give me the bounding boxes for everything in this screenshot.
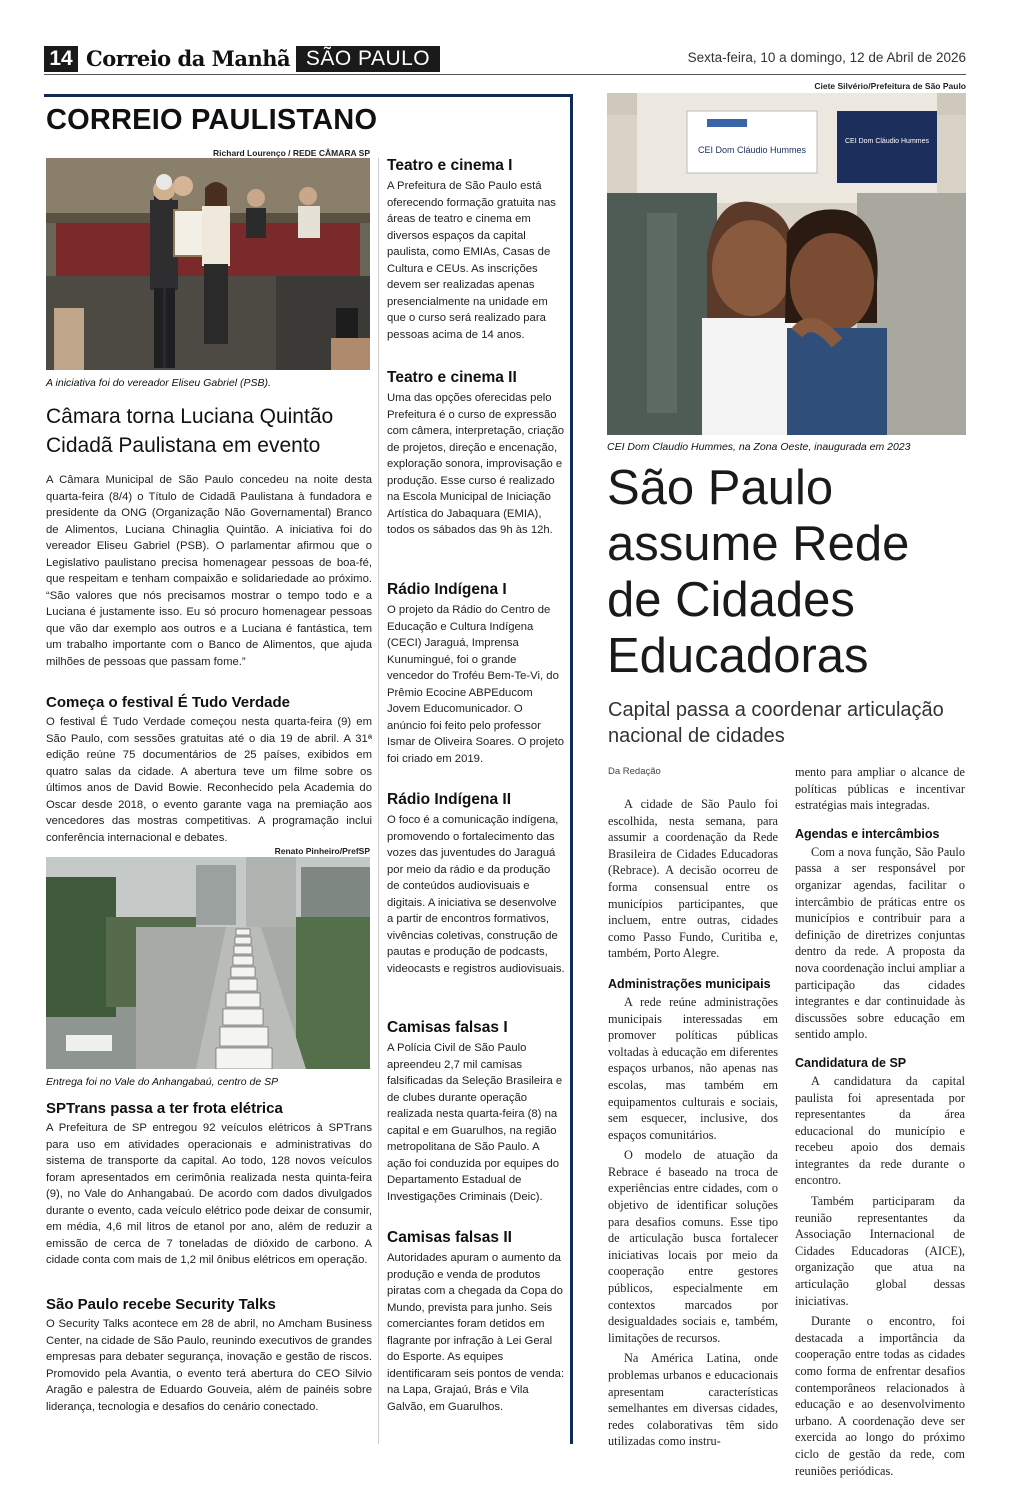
article-subhead: Administrações municipais — [608, 976, 771, 991]
column-rule — [378, 158, 379, 1444]
section-title: CORREIO PAULISTANO — [46, 104, 378, 136]
article-paragraph: Na América Latina, onde problemas urbanos e educacionais apresentam características semelhantes em diversas cidades, redes colaborativas têm sido utilizadas como instru- — [608, 1351, 778, 1449]
ceremony-illustration — [46, 158, 370, 370]
school-photo — [607, 93, 966, 435]
story-body: O Security Talks acontece em 28 de abril, no Amcham Business Center, na cidade de São Paulo, reunindo executivos de grandes empresas para debater segurança, inovação e gestão de riscos. Promovido pela Avantia, o evento terá abertura do CEO Silvio Aragão e palestra de Eduardo Gouveia, além de painéis sobre liderança, tecnologia e desafios do cenário conectado. — [46, 1318, 372, 1413]
brief-headline: Rádio Indígena I — [387, 581, 507, 598]
box-right-rule — [570, 94, 573, 1444]
brief-body: A Prefeitura de São Paulo está oferecendo formação gratuita nas áreas de teatro e cinema em diversos espaços da capital paulista, como EMIAs, Casas de Cultura e CEUs. As inscrições devem ser realizadas apenas presencialmente na unidade em que o curso será realizado para pessoas acima de 14 anos. — [387, 180, 556, 341]
brief-headline: Rádio Indígena II — [387, 791, 512, 808]
brief-headline: Camisas falsas II — [387, 1229, 512, 1246]
article-paragraph: Durante o encontro, foi destacada a importância da cooperação entre todas as cidades como forma de enfrentar desafios contemporâneos relacionados à educação e ao desenvolvimento urbano. A coordenação deve ser exercida ao longo do próximo ciclo de gestão da rede, com reuniões periódicas. — [795, 1314, 965, 1478]
council-ceremony-photo — [46, 158, 370, 370]
byline: Da Redação — [608, 766, 661, 777]
photo-caption: A iniciativa foi do vereador Eliseu Gabriel (PSB). — [46, 377, 271, 389]
article-column-2 — [795, 764, 965, 1483]
brief-headline: Camisas falsas I — [387, 1019, 508, 1036]
article-subhead: Agendas e intercâmbios — [795, 826, 940, 841]
brief-body: O projeto da Rádio do Centro de Educação e Cultura Indígena (CECI) Jaraguá, Imprensa Kunumingué, foi o grande vencedor do Troféu Bem-Te-Vi, do Prêmio Ecocine ABPEducom Jovem Educomunicador. O anúncio foi feito pelo professor Ismar de Oliveira Soares. O projeto foi criado em 2019. — [387, 604, 565, 765]
section-tag: SÃO PAULO — [296, 46, 440, 72]
article-paragraph: A candidatura da capital paulista foi apresentada por representantes da área educacional do município e recebeu apoio dos demais integrantes da rede durante o encontro. — [795, 1073, 965, 1188]
brief-body: A Polícia Civil de São Paulo apreendeu 2,7 mil camisas falsificadas da Seleção Brasileira e de clubes durante operação realizada nesta quarta-feira (8) na capital e em Guarulhos, na região metropolitana de São Paulo. A ação foi conduzida por equipes do Departamento Estadual de Investigações Criminais (Deic). — [387, 1042, 563, 1203]
box-top-rule — [44, 94, 572, 97]
article-paragraph: O modelo de atuação da Rebrace é baseado na troca de experiências entre cidades, com o objetivo de identificar soluções para desafios comuns. Esse tipo de articulação busca fortalecer iniciativas locais por meio da cooperação entre gestores públicos, especialmente em contextos marcados por desigualdades sociais e, também, limitações de recursos. — [608, 1148, 778, 1345]
story-body: A Prefeitura de SP entregou 92 veículos elétricos à SPTrans para uso em atividades operacionais e administrativas do sistema de transporte da capital. Ao todo, 128 novos veículos foram apresentados em cerimônia realizada nesta quinta-feira (9), no Vale do Anhangabaú. De acordo com dados divulgados durante o evento, cada veículo elétrico pode deixar de consumir, em média, 4,6 mil litros de etanol por ano, além de reduzir a emissão de cerca de 7 toneladas de dióxido de carbono. A cidade conta com mais de 1,2 mil ônibus elétricos em operação. — [46, 1122, 372, 1266]
article-column-1 — [608, 796, 778, 1454]
brief-body: Uma das opções oferecidas pelo Prefeitura é o curso de expressão com câmera, interpretação, criação de projetos, direção e encenação, exploração sonora, improvisação e produção. Esse curso é realizado na Escola Municipal de Iniciação Artística do Jabaquara (EMIA), todos os sábados das 9h às 12h. — [387, 392, 565, 536]
photo-credit: Renato Pinheiro/PrefSP — [274, 846, 370, 856]
school-illustration — [607, 93, 966, 435]
story-headline: Câmara torna Luciana Quintão Cidadã Paulistana em evento — [46, 405, 334, 457]
article-paragraph: A rede reúne administrações municipais interessadas em promover políticas públicas voltadas à educação em diferentes espaços urbanos, não apenas nas escolas, mas também em equipamentos culturais e sociais, sem esquecer, inclusive, dos espaços comunitários. — [608, 994, 778, 1142]
story-body: A Câmara Municipal de São Paulo concedeu na noite desta quarta-feira (8/4) o Título de Cidadã Paulistana à fundadora e presidente da ONG (Organização Não Governamental) Branco de Alimentos, Luciana Chinaglia Quintão. A iniciativa foi do vereador Eliseu Gabriel (PSB). O parlamentar afirmou que o Legislativo paulistano precisa homenagear pessoas de boa-fé, que respeitam e tenham compaixão e solidariedade ao próximo. “São valores que nós precisamos mostrar o tempo todo e a Luciana é justamente isso. Eu só procuro homenagear pessoas que vão dar exemplo aos outros e a Luciana é fantástica, tem um trabalho importante com o Banco de Alimentos, que ajuda milhões de pessoas que passam fome.” — [46, 474, 372, 668]
electric-fleet-photo — [46, 857, 370, 1069]
story-headline: São Paulo recebe Security Talks — [46, 1296, 276, 1313]
fleet-illustration — [46, 857, 370, 1069]
photo-credit: Richard Lourenço / REDE CÂMARA SP — [213, 148, 370, 158]
article-paragraph: mento para ampliar o alcance de políticas públicas e incentivar estratégias mais integradas. — [795, 765, 965, 813]
article-paragraph: A cidade de São Paulo foi escolhida, nesta semana, para assumir a coordenação da Rede Brasileira de Cidades Educadoras (Rebrace). A decisão ocorreu de forma consensual entre os municípios participantes, que incluem, entre outras, cidades como Passo Fundo, Curitiba e, também, Porto Alegre. — [608, 797, 778, 961]
page-number: 14 — [44, 46, 78, 72]
story-headline: Começa o festival É Tudo Verdade — [46, 694, 290, 711]
headline-deck: Capital passa a coordenar articulação nacional de cidades — [608, 699, 944, 747]
brief-body: Autoridades apuram o aumento da produção e venda de produtos piratas com a chegada da Copa do Mundo, prevista para junho. Seis comerciantes foram detidos em flagrante por infração à Lei Geral do Esporte. As equipes identificaram seis pontos de venda: na Lapa, Grajaú, Brás e Vila Galvão, em Guarulhos. — [387, 1252, 565, 1413]
story-headline: SPTrans passa a ter frota elétrica — [46, 1100, 283, 1117]
article-subhead: Candidatura de SP — [795, 1055, 907, 1070]
article-paragraph: Também participaram da reunião representantes da Associação Internacional de Cidades Educadoras (AICE), organização que atua na articulação global dessas iniciativas. — [795, 1194, 965, 1308]
main-headline: São Paulo assume Rede de Cidades Educadoras — [607, 461, 910, 683]
story-body: O festival É Tudo Verdade começou nesta quarta-feira (9) em São Paulo, com sessões gratuitas até o dia 19 de abril. A 31ª edição reúne 75 documentários de 25 países, exibidos em quatro salas da cidade. A abertura teve um filme sobre os últimos anos de David Bowie. Reconhecido pela Academia do Oscar desde 2018, o evento garante vaga na premiação aos vencedores das mostras competitivas. A programação inclui conferência internacional e debates. — [46, 716, 372, 844]
article-paragraph: Com a nova função, São Paulo passa a ser responsável por organizar agendas, facilitar o intercâmbio de práticas entre os municípios e contribuir para a definição de diretrizes conjuntas dentro da rede. A proposta da nova coordenação inclui ampliar a participação das cidades integrantes e dar continuidade às discussões sobre educação em sentido amplo. — [795, 844, 965, 1042]
brief-body: O foco é a comunicação indígena, promovendo o fortalecimento das vozes das juventudes do Jaraguá por meio da rádio e da produção de conteúdos audiovisuais e digitais. A iniciativa se desenvolve a partir de encontros formativos, vivências coletivas, construção de pautas e produção de podcasts, videocasts e registros audiovisuais. — [387, 814, 565, 975]
brief-headline: Teatro e cinema I — [387, 157, 513, 174]
header-rule — [44, 74, 966, 75]
plaque-text: CEI Dom Cláudio Hummes — [844, 138, 930, 145]
photo-caption: CEI Dom Claudio Hummes, na Zona Oeste, inaugurada em 2023 — [607, 441, 911, 453]
photo-credit: Ciete Silvério/Prefeitura de São Paulo — [814, 81, 966, 91]
photo-caption: Entrega foi no Vale do Anhangabaú, centro de SP — [46, 1076, 279, 1088]
dateline: Sexta-feira, 10 a domingo, 12 de Abril de 2026 — [687, 50, 966, 65]
masthead-logo: Correio da Manhã — [86, 46, 291, 71]
brief-headline: Teatro e cinema II — [387, 369, 517, 386]
school-sign-text: CEI Dom Cláudio Hummes — [697, 145, 807, 155]
